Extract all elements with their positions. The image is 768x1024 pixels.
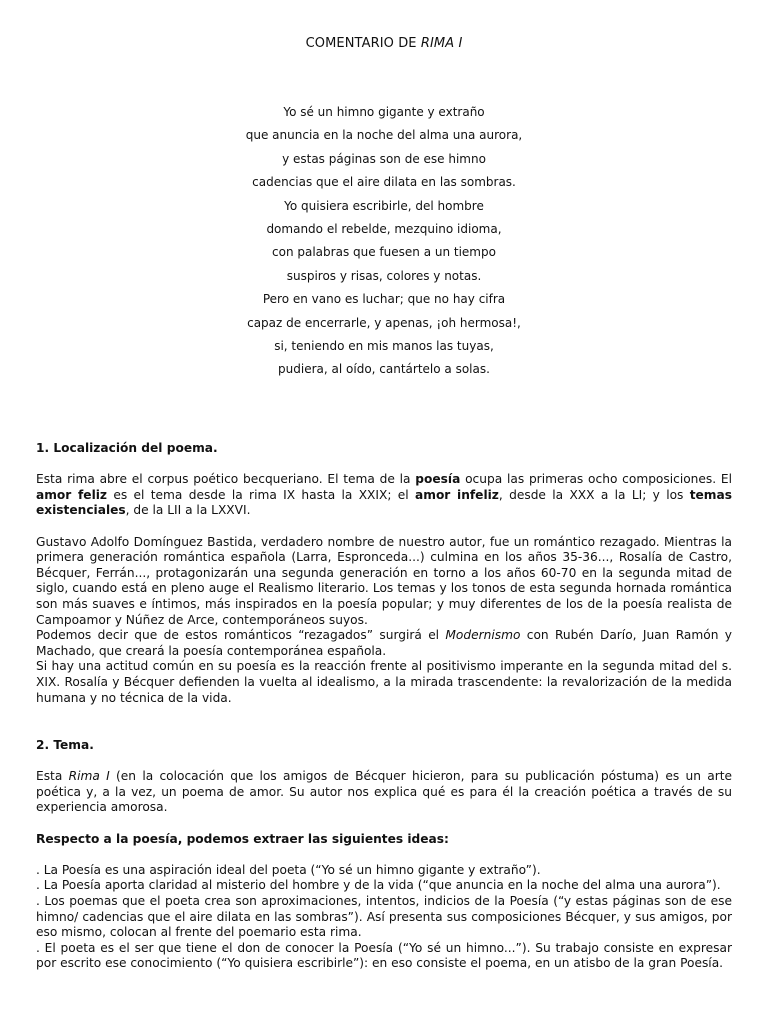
document-title bbox=[0, 36, 768, 51]
poem-line: pudiera, al oído, cantártelo a solas. bbox=[278, 362, 490, 377]
section-2-subheading: Respecto a la poesía, podemos extraer las siguientes ideas: bbox=[36, 831, 449, 846]
poem-line: Yo quisiera escribirle, del hombre bbox=[284, 198, 484, 213]
section-1-heading: 1. Localización del poema. bbox=[36, 441, 218, 455]
section-1-paragraph-1: Esta rima abre el corpus poético becqueriano. El tema de la poesía ocupa las primeras ocho composiciones. El amor feliz es el tema desde la rima IX hasta la XXIX; el amor infeliz, desde la XXX a la LI; y los temas existenciales, de la LII a la LXXVI. bbox=[36, 472, 732, 518]
poem-line: Pero en vano es luchar; que no hay cifra bbox=[262, 292, 506, 307]
list-item: . La Poesía aporta claridad al misterio del hombre y de la vida (“que anuncia en la noche del alma una aurora”). bbox=[36, 878, 721, 893]
poem bbox=[0, 102, 768, 383]
poem-line: que anuncia en la noche del alma una aurora, bbox=[245, 128, 523, 143]
poem-line: con palabras que fuesen a un tiempo bbox=[272, 245, 496, 260]
section-1-paragraph-2: Gustavo Adolfo Domínguez Bastida, verdadero nombre de nuestro autor, fue un romántico rezagado. Mientras la primera generación romántica española (Larra, Espronceda...) culmina en los años 35-36..., Rosalía de Castro, Bécquer, Ferrán..., protagonizarán una segunda generación en torno a los años 60-70 en la segunda mitad de siglo, cuando está en pleno auge el Realismo literario. Los temas y los tonos de esta segunda hornada romántica son más suaves e íntimos, más inspirados en la poesía popular; y muy diferentes de los de la poesía realista de Campoamor y Núñez de Arce, contemporáneos suyos. bbox=[36, 534, 732, 627]
section-1 bbox=[36, 441, 732, 706]
poem-line: cadencias que el aire dilata en las sombras. bbox=[252, 175, 516, 190]
section-1-paragraph-3: Podemos decir que de estos románticos “rezagados” surgirá el Modernismo con Rubén Darío, Juan Ramón y Machado, que creará la poesía contemporánea española. bbox=[36, 628, 732, 658]
poem-line: suspiros y risas, colores y notas. bbox=[286, 268, 482, 283]
title-prefix: COMENTARIO DE bbox=[305, 36, 421, 51]
poem-line: y estas páginas son de ese himno bbox=[282, 151, 486, 166]
section-2-heading: 2. Tema. bbox=[36, 738, 94, 752]
poem-line: capaz de encerrarle, y apenas, ¡oh hermosa!, bbox=[247, 315, 521, 330]
list-item: . La Poesía es una aspiración ideal del poeta (“Yo sé un himno gigante y extraño”). bbox=[36, 862, 541, 877]
section-2 bbox=[36, 738, 732, 972]
poem-line: domando el rebelde, mezquino idioma, bbox=[266, 221, 502, 236]
poem-line: si, teniendo en mis manos las tuyas, bbox=[274, 338, 494, 353]
list-item: . Los poemas que el poeta crea son aproximaciones, intentos, indicios de la Poesía (“y estas páginas son de ese himno/ cadencias que el aire dilata en las sombras”). Así presenta sus composiciones Bécquer, y sus amigos, por eso mismo, colocan al frente del poemario esta rima. bbox=[36, 893, 732, 940]
poem-line: Yo sé un himno gigante y extraño bbox=[283, 105, 485, 119]
section-2-paragraph-1: Esta Rima I (en la colocación que los amigos de Bécquer hicieron, para su publicación póstuma) es un arte poética y, a la vez, un poema de amor. Su autor nos explica qué es para él la creación poética a través de su experiencia amorosa. bbox=[36, 769, 732, 815]
list-item: . El poeta es el ser que tiene el don de conocer la Poesía (“Yo sé un himno...”). Su trabajo consiste en expresar por escrito ese conocimiento (“Yo quisiera escribirle”): en eso consiste el poema, en un atisbo de la gran Poesía. bbox=[36, 940, 732, 971]
section-1-paragraph-4: Si hay una actitud común en su poesía es la reacción frente al positivismo imperante en la segunda mitad del s. XIX. Rosalía y Bécquer defienden la vuelta al idealismo, a la mirada trascendente: la revalorización de la medida humana y no técnica de la vida. bbox=[36, 659, 732, 705]
title-italic: RIMA I bbox=[420, 36, 463, 51]
